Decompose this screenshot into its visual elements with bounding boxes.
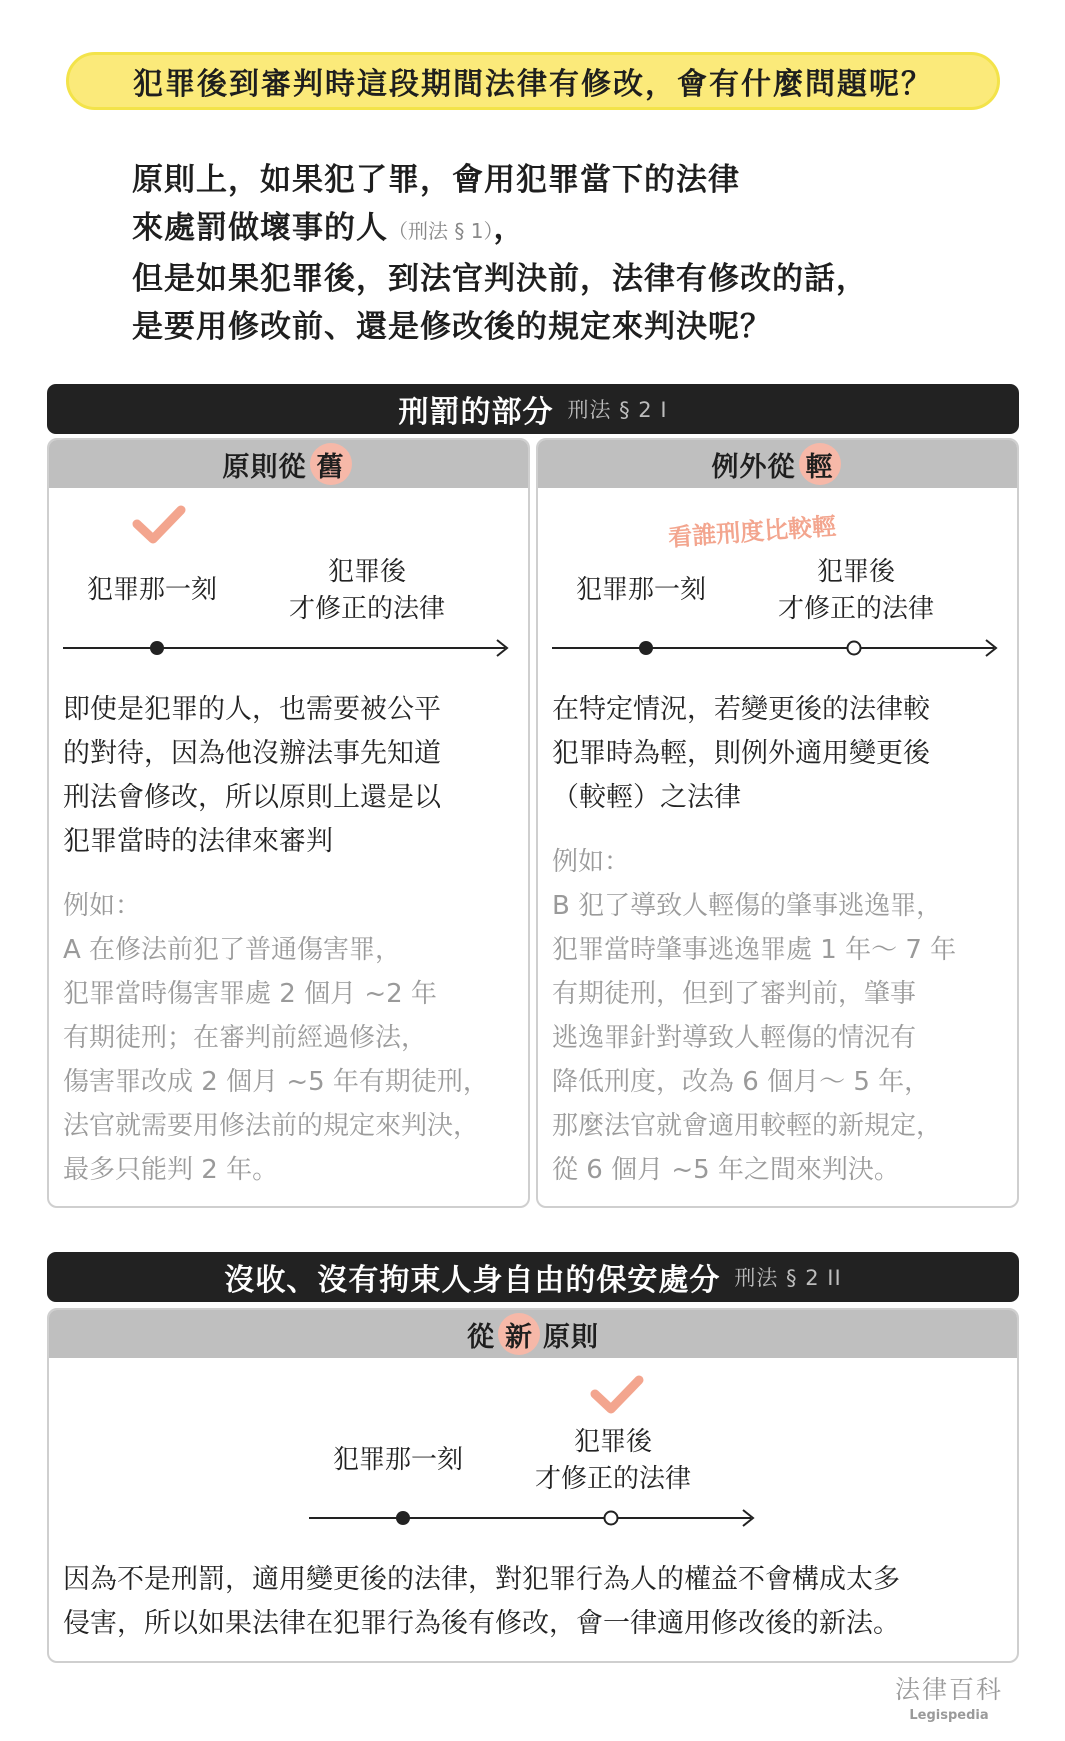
body-line: 因為不是刑罰，適用變更後的法律，對犯罪行為人的權益不會構成太多 [63, 1564, 900, 1595]
intro-line: 但是如果犯罪後，到法官判決前，法律有修改的話， [132, 261, 868, 297]
highlight-circle: 輕 [799, 443, 841, 485]
timeline-dot-crime [639, 641, 653, 655]
example-line: 例如： [63, 891, 142, 921]
timeline-label-after-line1: 犯罪後 [573, 1427, 652, 1457]
panel-heading-label: 從 [467, 1321, 495, 1353]
panel-principle-old [47, 438, 530, 1208]
section-title: 刑罰的部分 [398, 395, 554, 430]
example-line: 有期徒刑，但到了審判前，肇事 [552, 979, 917, 1009]
brand-logo [895, 1670, 1003, 1723]
example-line: 例如： [552, 847, 631, 877]
example-line: 逃逸罪針對導致人輕傷的情況有 [552, 1023, 917, 1053]
panel-heading-label: 原則從 [222, 451, 307, 483]
body-line: 犯罪時為輕，則例外適用變更後 [552, 738, 930, 769]
example-text [63, 884, 489, 1192]
check-icon [131, 502, 187, 546]
panel-body-text [63, 688, 441, 864]
timeline-label-after-line2: 才修正的法律 [288, 594, 445, 624]
intro-line-tail: ， [493, 210, 526, 246]
section-law-ref: 刑法 § 2 I [567, 398, 668, 422]
stamp-compare-lighter: 看誰刑度比較輕 [667, 512, 837, 552]
example-line: 那麼法官就會適用較輕的新規定， [552, 1111, 943, 1141]
highlight-circle: 新 [498, 1313, 540, 1355]
example-line: 法官就需要用修法前的規定來判決， [63, 1111, 480, 1141]
body-line: 刑法會修改，所以原則上還是以 [63, 782, 441, 813]
timeline-arrow [61, 636, 519, 660]
body-line: 在特定情況，若變更後的法律較 [552, 694, 930, 725]
timeline-dot-amendment [605, 1512, 618, 1525]
intro-line: 是要用修改前、還是修改後的規定來判決呢？ [132, 309, 772, 345]
example-line: 從 6 個月 ~5 年之間來判決。 [552, 1155, 900, 1185]
section-title: 沒收、沒有拘束人身自由的保安處分 [224, 1263, 721, 1298]
timeline-arrow [307, 1506, 765, 1530]
section-header-punishment [47, 384, 1019, 434]
highlight-circle: 舊 [310, 443, 352, 485]
timeline-arrow [550, 636, 1008, 660]
timeline-label-after [756, 554, 956, 628]
timeline-label-after-line2: 才修正的法律 [777, 594, 934, 624]
example-line: 犯罪當時肇事逃逸罪處 1 年～ 7 年 [552, 935, 957, 965]
intro-paragraph [132, 156, 992, 351]
panel-heading-label: 例外從 [711, 451, 796, 483]
section-header-confiscation [47, 1252, 1019, 1302]
intro-law-ref: （刑法 § 1） [388, 219, 494, 243]
example-line: 有期徒刑；在審判前經過修法， [63, 1023, 428, 1053]
panel-heading [49, 1310, 1017, 1358]
timeline-label-crime: 犯罪那一刻 [576, 575, 707, 605]
example-line: 最多只能判 2 年。 [63, 1155, 279, 1185]
intro-line: 原則上，如果犯了罪，會用犯罪當下的法律 [132, 162, 740, 198]
body-line: 即使是犯罪的人，也需要被公平 [63, 694, 441, 725]
intro-line [132, 204, 992, 255]
brand-name-en: Legispedia [909, 1708, 989, 1723]
panel-heading [538, 440, 1017, 488]
page-title: 犯罪後到審判時這段期間法律有修改，會有什麼問題呢？ [66, 52, 1000, 110]
timeline-dot-crime [150, 641, 164, 655]
timeline-dot-crime [396, 1511, 410, 1525]
panel-principle-new [47, 1308, 1019, 1663]
panel-heading [49, 440, 528, 488]
timeline-label-crime: 犯罪那一刻 [87, 575, 218, 605]
timeline-label-crime: 犯罪那一刻 [333, 1445, 464, 1475]
example-line: B 犯了導致人輕傷的肇事逃逸罪， [552, 891, 943, 921]
body-line: 侵害，所以如果法律在犯罪行為後有修改，會一律適用修改後的新法。 [63, 1608, 900, 1639]
timeline-label-after [513, 1424, 713, 1498]
example-line: 降低刑度，改為 6 個月～ 5 年， [552, 1067, 931, 1097]
brand-name-zh: 法律百科 [895, 1675, 1004, 1704]
timeline-label-after [267, 554, 467, 628]
panel-body-text [63, 1558, 900, 1646]
example-line: 傷害罪改成 2 個月 ~5 年有期徒刑， [63, 1067, 489, 1097]
body-line: 的對待，因為他沒辦法事先知道 [63, 738, 441, 769]
section-law-ref: 刑法 § 2 II [734, 1266, 842, 1290]
example-text [552, 840, 956, 1192]
intro-line-main: 來處罰做壞事的人 [132, 210, 388, 246]
timeline-label-after-line1: 犯罪後 [327, 557, 406, 587]
example-line: A 在修法前犯了普通傷害罪， [63, 935, 402, 965]
body-line: （較輕）之法律 [552, 782, 741, 813]
panel-exception-lighter [536, 438, 1019, 1208]
timeline-label-after-line1: 犯罪後 [816, 557, 895, 587]
panel-body-text [552, 688, 930, 820]
body-line: 犯罪當時的法律來審判 [63, 826, 333, 857]
panel-heading-label: 原則 [543, 1321, 599, 1353]
timeline-label-after-line2: 才修正的法律 [534, 1464, 691, 1494]
check-icon [589, 1372, 645, 1416]
timeline-dot-amendment [848, 642, 861, 655]
example-line: 犯罪當時傷害罪處 2 個月 ~2 年 [63, 979, 437, 1009]
